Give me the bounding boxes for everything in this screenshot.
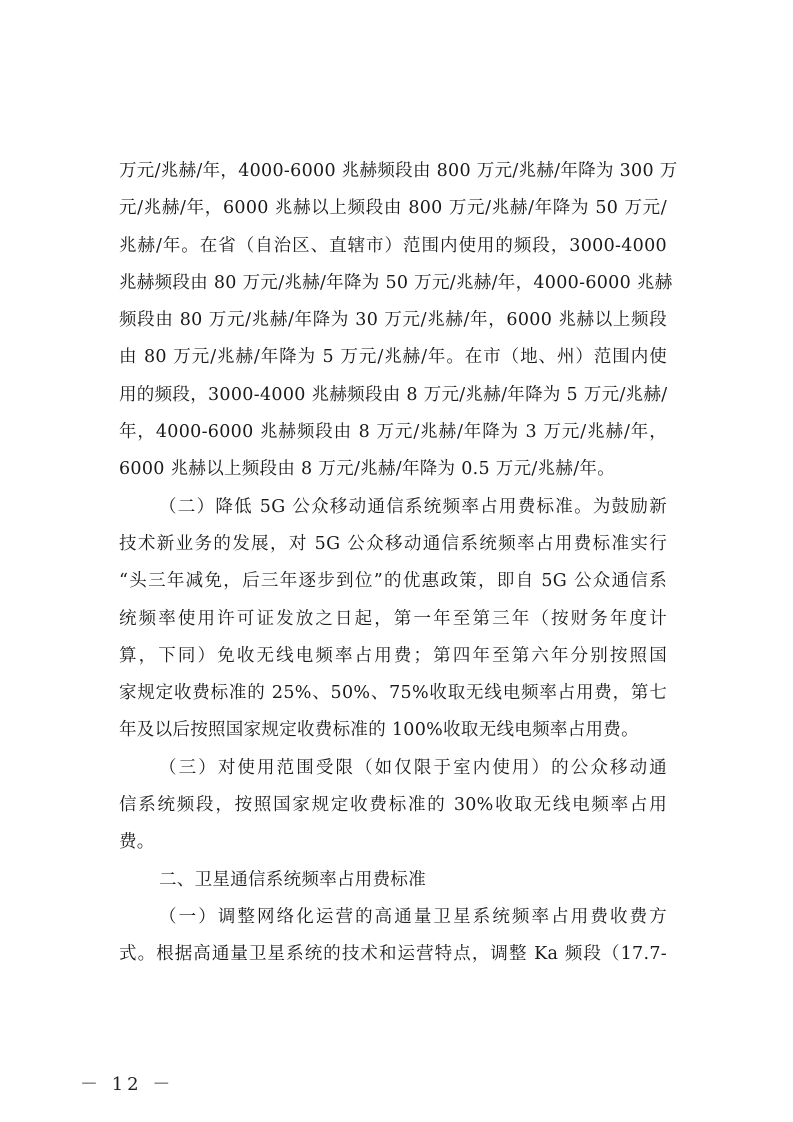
text-line: 用的频段，3000-4000 兆赫频段由 8 万元/兆赫/年降为 5 万元/兆赫/ bbox=[119, 384, 668, 405]
text-line: 元/兆赫/年，6000 兆赫以上频段由 800 万元/兆赫/年降为 50 万元/ bbox=[119, 198, 667, 219]
text-line: 6000 兆赫以上频段由 8 万元/兆赫/年降为 0.5 万元/兆赫/年。 bbox=[119, 459, 615, 480]
paragraph-start-line: （三）对使用范围受限（如仅限于室内使用）的公众移动通 bbox=[159, 757, 667, 778]
paragraph-start-line: （一）调整网络化运营的高通量卫星系统频率占用费收费方 bbox=[159, 906, 667, 927]
document-body bbox=[119, 153, 678, 974]
paragraph-start-line: （二）降低 5G 公众移动通信系统频率占用费标准。为鼓励新 bbox=[159, 496, 667, 517]
text-line: 统频率使用许可证发放之日起，第一年至第三年（按财务年度计 bbox=[119, 608, 667, 629]
text-line: 兆赫/年。在省（自治区、直辖市）范围内使用的频段，3000-4000 bbox=[119, 235, 667, 256]
text-line: 频段由 80 万元/兆赫/年降为 30 万元/兆赫/年，6000 兆赫以上频段 bbox=[119, 310, 667, 331]
text-line: 技术新业务的发展，对 5G 公众移动通信系统频率占用费标准实行 bbox=[119, 533, 667, 554]
section-heading: 二、卫星通信系统频率占用费标准 bbox=[159, 869, 426, 890]
text-line: 费。 bbox=[119, 832, 155, 853]
text-line: 万元/兆赫/年，4000-6000 兆赫频段由 800 万元/兆赫/年降为 300 万 bbox=[119, 161, 678, 181]
text-line: 算，下同）免收无线电频率占用费；第四年至第六年分别按照国 bbox=[119, 645, 667, 666]
text-line: 式。根据高通量卫星系统的技术和运营特点，调整 Ka 频段（17.7- bbox=[119, 944, 667, 965]
text-line: 由 80 万元/兆赫/年降为 5 万元/兆赫/年。在市（地、州）范围内使 bbox=[119, 347, 667, 368]
text-line: 信系统频段，按照国家规定收费标准的 30%收取无线电频率占用 bbox=[119, 795, 667, 816]
text-line: 年及以后按照国家规定收费标准的 100%收取无线电频率占用费。 bbox=[119, 720, 639, 741]
text-line: 兆赫频段由 80 万元/兆赫/年降为 50 万元/兆赫/年，4000-6000 兆赫 bbox=[119, 272, 673, 293]
text-line: “头三年减免，后三年逐步到位”的优惠政策，即自 5G 公众通信系 bbox=[119, 571, 667, 592]
text-line: 家规定收费标准的 25%、50%、75%收取无线电频率占用费，第七 bbox=[119, 683, 667, 704]
page-number: － 12 － bbox=[80, 1074, 175, 1095]
text-line: 年，4000-6000 兆赫频段由 8 万元/兆赫/年降为 3 万元/兆赫/年， bbox=[119, 422, 667, 443]
